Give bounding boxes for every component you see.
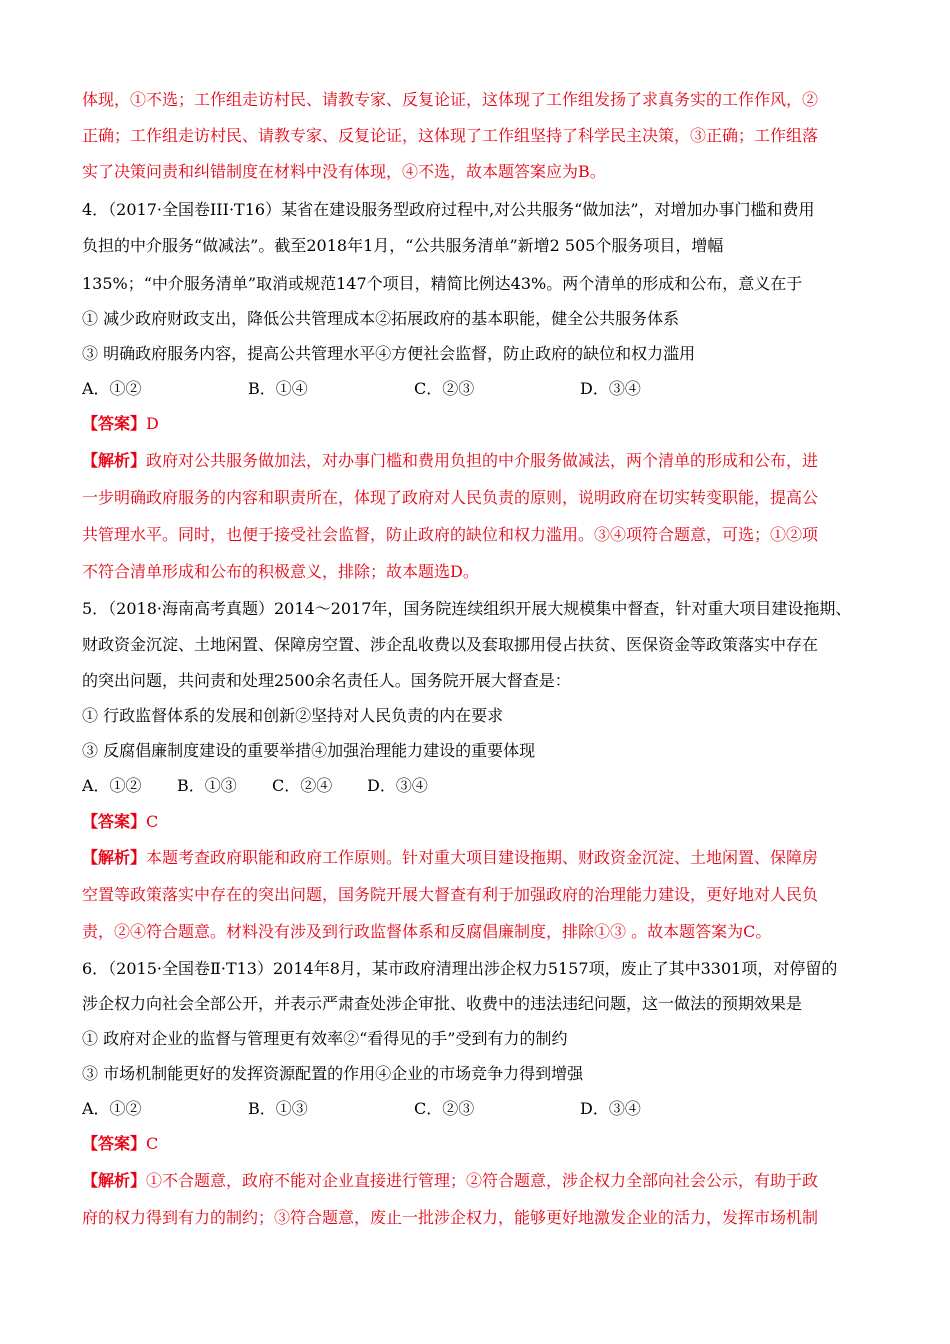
- q5-statement-2: ③ 反腐倡廉制度建设的重要举措④加强治理能力建设的重要体现: [82, 741, 536, 760]
- q4-stem-line-2: 负担的中介服务“做减法”。截至2018年1月，“公共服务清单”新增2 505个服务项目，增幅: [82, 236, 724, 255]
- q5-options: [82, 774, 872, 798]
- answer-value: D: [146, 414, 159, 433]
- q4-stem-line-3: 135%；“中介服务清单”取消或规范147个项目，精简比例达43%。两个清单的形成和公布，意义在于: [82, 274, 803, 293]
- q5-option-c: C．②④: [272, 776, 333, 795]
- q5-statement-1: ① 行政监督体系的发展和创新②坚持对人民负责的内在要求: [82, 706, 504, 725]
- q6-analysis-line-2: 府的权力得到有力的制约；③符合题意，废止一批涉企权力，能够更好地激发企业的活力，发挥市场机制: [82, 1208, 819, 1227]
- analysis-tag: 【解析】: [82, 451, 147, 470]
- q6-analysis-line-1: 【解析】①不合题意，政府不能对企业直接进行管理；②符合题意，涉企权力全部向社会公示，有助于政: [82, 1171, 819, 1190]
- q4-analysis-line-3: 共管理水平。同时，也便于接受社会监督，防止政府的缺位和权力滥用。③④项符合题意，可选；①②项: [82, 525, 819, 544]
- q5-stem-line-2: 财政资金沉淀、土地闲置、保障房空置、涉企乱收费以及套取挪用侵占扶贫、医保资金等政策落实中存在: [82, 635, 819, 654]
- q4-option-a: A．①②: [82, 379, 142, 398]
- q5-analysis-line-2: 空置等政策落实中存在的突出问题，国务院开展大督查有利于加强政府的治理能力建设，更好地对人民负: [82, 885, 819, 904]
- q6-option-c: C．②③: [414, 1099, 475, 1118]
- q4-analysis-line-4: 不符合清单形成和公布的积极意义，排除；故本题选D。: [82, 562, 479, 581]
- q4-option-b: B．①④: [248, 379, 308, 398]
- q6-options: [82, 1097, 872, 1121]
- answer-value: C: [146, 812, 159, 831]
- q6-answer: [82, 1132, 872, 1156]
- q4-answer: [82, 412, 872, 436]
- q3-analysis-line-1: 体现，①不选；工作组走访村民、请教专家、反复论证，这体现了工作组发扬了求真务实的工作作风，②: [82, 90, 819, 109]
- analysis-tag: 【解析】: [82, 848, 147, 867]
- answer-tag: 【答案】: [82, 1134, 147, 1153]
- q5-stem-line-1: 5．（2018·海南高考真题）2014～2017年，国务院连续组织开展大规模集中督查，针对重大项目建设拖期、: [82, 599, 852, 618]
- q5-analysis-line-3: 责，②④符合题意。材料没有涉及到行政监督体系和反腐倡廉制度，排除①③ 。故本题答案为C。: [82, 922, 772, 941]
- q5-stem-line-3: 的突出问题，共问责和处理2500余名责任人。国务院开展大督查是：: [82, 671, 571, 690]
- q6-statement-1: ① 政府对企业的监督与管理更有效率②“看得见的手”受到有力的制约: [82, 1029, 568, 1048]
- q6-stem-line-1: 6．（2015·全国卷Ⅱ·T13）2014年8月，某市政府清理出涉企权力5157项，废止了其中3301项，对停留的: [82, 959, 838, 978]
- q5-analysis-line-1: 【解析】本题考查政府职能和政府工作原则。针对重大项目建设拖期、财政资金沉淀、土地闲置、保障房: [82, 848, 819, 867]
- q4-stem-line-1: 4．（2017·全国卷III·T16）某省在建设服务型政府过程中,对公共服务“做加法”，对增加办事门槛和费用: [82, 200, 815, 219]
- q5-option-d: D．③④: [367, 776, 428, 795]
- q3-analysis-line-3: 实了决策问责和纠错制度在材料中没有体现，④不选，故本题答案应为B。: [82, 162, 606, 181]
- q6-statement-2: ③ 市场机制能更好的发挥资源配置的作用④企业的市场竞争力得到增强: [82, 1064, 584, 1083]
- q6-stem-line-2: 涉企权力向社会全部公开，并表示严肃查处涉企审批、收费中的违法违纪问题，这一做法的预期效果是: [82, 994, 803, 1013]
- q6-option-a: A．①②: [82, 1099, 142, 1118]
- q4-option-d: D．③④: [580, 379, 641, 398]
- q5-option-b: B．①③: [177, 776, 237, 795]
- q6-option-b: B．①③: [248, 1099, 308, 1118]
- answer-tag: 【答案】: [82, 414, 147, 433]
- q5-answer: [82, 810, 872, 834]
- q4-analysis-line-2: 一步明确政府服务的内容和职责所在，体现了政府对人民负责的原则，说明政府在切实转变职能，提高公: [82, 488, 819, 507]
- q4-analysis-line-1: 【解析】政府对公共服务做加法，对办事门槛和费用负担的中介服务做减法，两个清单的形成和公布，进: [82, 451, 819, 470]
- q3-analysis-line-2: 正确；工作组走访村民、请教专家、反复论证，这体现了工作组坚持了科学民主决策，③正确；工作组落: [82, 126, 819, 145]
- q6-option-d: D．③④: [580, 1099, 641, 1118]
- q4-statement-1: ① 减少政府财政支出，降低公共管理成本②拓展政府的基本职能，健全公共服务体系: [82, 309, 680, 328]
- analysis-tag: 【解析】: [82, 1171, 147, 1190]
- q5-option-a: A．①②: [82, 776, 142, 795]
- q4-option-c: C．②③: [414, 379, 475, 398]
- answer-tag: 【答案】: [82, 812, 147, 831]
- answer-value: C: [146, 1134, 159, 1153]
- q4-options: [82, 377, 872, 401]
- q4-statement-2: ③ 明确政府服务内容，提高公共管理水平④方便社会监督，防止政府的缺位和权力滥用: [82, 344, 696, 363]
